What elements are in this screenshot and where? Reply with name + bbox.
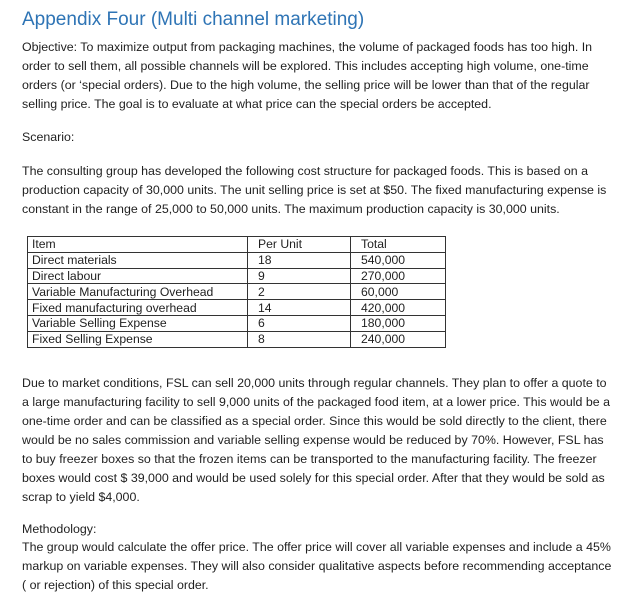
row-item: Fixed Selling Expense bbox=[28, 331, 248, 347]
header-per-unit: Per Unit bbox=[248, 237, 351, 253]
table-header-row bbox=[28, 237, 446, 253]
page-title: Appendix Four (Multi channel marketing) bbox=[22, 9, 365, 30]
row-item: Variable Manufacturing Overhead bbox=[28, 284, 248, 300]
row-total: 60,000 bbox=[351, 284, 446, 300]
header-total: Total bbox=[351, 237, 446, 253]
row-total: 540,000 bbox=[351, 252, 446, 268]
row-total: 240,000 bbox=[351, 331, 446, 347]
table-row bbox=[28, 300, 446, 316]
cost-structure-paragraph: The consulting group has developed the following cost structure for packaged foods. This is based on a production capacity of 30,000 units. The unit selling price is set at $50. The fixed manufacturing expense is constant in the range of 25,000 to 50,000 units. The maximum production capacity is 30,000 units. bbox=[22, 164, 607, 216]
methodology-paragraph: The group would calculate the offer price. The offer price will cover all variable expenses and include a 45% markup on variable expenses. They will also consider qualitative aspects before recommending acceptance ( or rejection) of this special order. bbox=[22, 540, 612, 592]
table-row bbox=[28, 315, 446, 331]
row-per-unit: 18 bbox=[248, 252, 351, 268]
row-per-unit: 2 bbox=[248, 284, 351, 300]
row-item: Fixed manufacturing overhead bbox=[28, 300, 248, 316]
header-item: Item bbox=[28, 237, 248, 253]
row-per-unit: 6 bbox=[248, 315, 351, 331]
table-row bbox=[28, 284, 446, 300]
row-total: 180,000 bbox=[351, 315, 446, 331]
market-conditions-paragraph: Due to market conditions, FSL can sell 20,000 units through regular channels. They plan to offer a quote to a large manufacturing facility to sell 9,000 units of the packaged food item, at a lower price. This would be a one-time order and can be classified as a special order. Since this would be sold directly to the client, there would be no sales commission and variable selling expense would be reduced by 70%. However, FSL has to buy freezer boxes so that the frozen items can be transported to the manufacturing facility. The freezer boxes would cost $ 39,000 and would be used solely for this special order. After that they would be sold as scrap to yield $4,000. bbox=[22, 376, 610, 504]
cost-structure-table bbox=[27, 236, 446, 348]
objective-paragraph: Objective: To maximize output from packaging machines, the volume of packaged foods has too high. In order to sell them, all possible channels will be explored. This includes accepting high volume, one-time orders (or ‘special orders). Due to the high volume, the selling price will be lower than that of the regular selling price. The goal is to evaluate at what price can the special orders be accepted. bbox=[22, 40, 593, 111]
row-item: Direct labour bbox=[28, 268, 248, 284]
row-per-unit: 14 bbox=[248, 300, 351, 316]
table-row bbox=[28, 268, 446, 284]
row-item: Variable Selling Expense bbox=[28, 315, 248, 331]
table-row bbox=[28, 252, 446, 268]
row-total: 270,000 bbox=[351, 268, 446, 284]
methodology-heading: Methodology: bbox=[22, 522, 97, 536]
row-item: Direct materials bbox=[28, 252, 248, 268]
row-per-unit: 8 bbox=[248, 331, 351, 347]
row-total: 420,000 bbox=[351, 300, 446, 316]
row-per-unit: 9 bbox=[248, 268, 351, 284]
scenario-heading: Scenario: bbox=[22, 130, 75, 144]
table-row bbox=[28, 331, 446, 347]
